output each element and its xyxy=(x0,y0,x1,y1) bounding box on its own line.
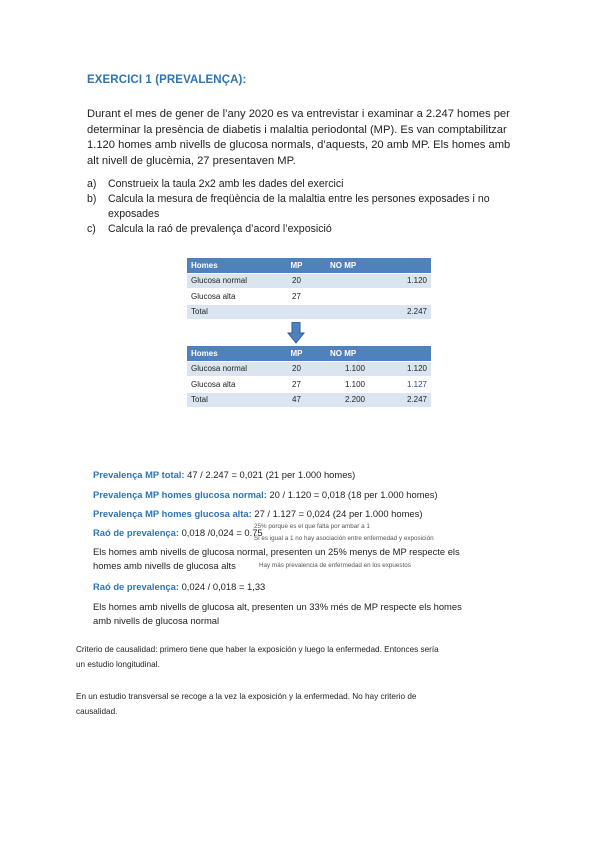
table-row xyxy=(187,273,431,289)
result-value: 0,024 / 0,018 = 1,33 xyxy=(178,581,266,592)
task-item-b xyxy=(87,192,527,222)
note-line: un estudio longitudinal. xyxy=(76,660,160,669)
statement-line: 1.120 homes amb nivells de glucosa normals, d’aquests, 20 amb MP. Els homes amb xyxy=(87,139,511,151)
table-cell: 47 xyxy=(267,392,326,408)
table-cell: 1.127 xyxy=(384,377,431,393)
task-marker: a) xyxy=(87,178,97,190)
note-line: En un estudio transversal se recoge a la vez la exposición y la enfermedad. No hay criterio de xyxy=(76,692,417,701)
table-cell xyxy=(267,304,326,320)
table-cell: 2.247 xyxy=(384,304,431,320)
causality-note xyxy=(76,642,526,672)
handwritten-note: Si es igual a 1 no hay asociación entre enfermedad y exposición xyxy=(254,535,434,542)
exercise-title: EXERCICI 1 (PREVALENÇA): xyxy=(87,74,247,86)
task-marker: b) xyxy=(87,193,97,205)
table-cell: 20 xyxy=(267,361,326,377)
result-total-prevalence xyxy=(93,469,355,480)
result-label: Prevalença MP homes glucosa normal: xyxy=(93,489,267,500)
header-cell: MP xyxy=(267,346,326,361)
table-cell: Total xyxy=(187,304,267,320)
table-cell: Glucosa alta xyxy=(187,377,267,393)
contingency-table-partial xyxy=(187,258,431,320)
header-cell xyxy=(384,346,431,361)
header-cell: Homes xyxy=(187,258,267,273)
explanation-line: Els homes amb nivells de glucosa alt, presenten un 33% més de MP respecte els homes xyxy=(93,601,462,612)
task-item-a xyxy=(87,177,527,192)
statement-line: Durant el mes de gener de l’any 2020 es va entrevistar i examinar a 2.247 homes per xyxy=(87,108,510,120)
table-header-row xyxy=(187,258,431,273)
table-cell: 1.100 xyxy=(326,377,384,393)
table-row xyxy=(187,377,431,393)
explanation-line: Els homes amb nivells de glucosa normal, presenten un 25% menys de MP respecte els xyxy=(93,546,460,557)
table-cell: 27 xyxy=(267,289,326,305)
table-cell: Total xyxy=(187,392,267,408)
result-prevalence-ratio-1 xyxy=(93,527,263,538)
table-header-row xyxy=(187,346,431,361)
header-cell xyxy=(384,258,431,273)
contingency-table-complete xyxy=(187,346,431,408)
table-cell: Glucosa alta xyxy=(187,289,267,305)
header-cell: MP xyxy=(267,258,326,273)
task-text-cont: exposades xyxy=(108,208,160,220)
result-label: Raó de prevalença: xyxy=(93,527,179,538)
statement-line: alt nivell de glucèmia, 27 presentaven MP. xyxy=(87,154,296,167)
task-marker: c) xyxy=(87,223,96,235)
result-label: Prevalença MP homes glucosa alta: xyxy=(93,508,252,519)
header-cell: NO MP xyxy=(326,258,384,273)
table-cell xyxy=(326,273,384,289)
task-text: Construeix la taula 2x2 amb les dades del exercici xyxy=(108,178,344,190)
result-label: Prevalença MP total: xyxy=(93,469,185,480)
result-label: Raó de prevalença: xyxy=(93,581,179,592)
explanation-line: amb nivells de glucosa normal xyxy=(93,615,220,626)
result-high-glucose xyxy=(93,508,422,519)
result-normal-glucose xyxy=(93,489,438,500)
table-cell xyxy=(326,304,384,320)
task-text: Calcula la mesura de freqüència de la malaltia entre les persones exposades i no xyxy=(108,193,490,205)
result-value: 0,018 /0,024 = 0.75 xyxy=(178,527,263,538)
exercise-statement xyxy=(87,107,527,169)
handwritten-note: Hay más prevalencia de enfermedad en los expuestos xyxy=(259,562,411,569)
table-cell: 2.247 xyxy=(384,392,431,408)
table-cell xyxy=(326,289,384,305)
table-cell: 1.120 xyxy=(384,361,431,377)
table-cell: 1.120 xyxy=(384,273,431,289)
header-cell: Homes xyxy=(187,346,267,361)
statement-line: determinar la presència de diabetis i malaltia periodontal (MP). Es van comptabilitzar xyxy=(87,123,507,136)
table-cell: Glucosa normal xyxy=(187,273,267,289)
note-line: Criterio de causalidad: primero tiene que haber la exposición y luego la enfermedad. Entonces sería xyxy=(76,645,439,654)
table-cell: 27 xyxy=(267,377,326,393)
table-cell: 20 xyxy=(267,273,326,289)
handwritten-note: 25% porque es el que falta por ambar a 1 xyxy=(254,523,370,530)
down-arrow-icon xyxy=(287,322,305,344)
result-value: 47 / 2.247 = 0,021 (21 per 1.000 homes) xyxy=(184,469,356,480)
table-row xyxy=(187,361,431,377)
explanation-line: homes amb nivells de glucosa alts xyxy=(93,560,236,571)
header-cell: NO MP xyxy=(326,346,384,361)
table-row xyxy=(187,304,431,320)
task-item-c xyxy=(87,222,527,237)
task-text: Calcula la raó de prevalença d’acord l’exposició xyxy=(108,223,332,235)
task-list xyxy=(87,177,527,237)
note-line: causalidad. xyxy=(76,707,118,716)
result-prevalence-ratio-2 xyxy=(93,581,265,592)
table-cell: Glucosa normal xyxy=(187,361,267,377)
table-cell: 2.200 xyxy=(326,392,384,408)
cross-sectional-note xyxy=(76,689,526,719)
result-explanation-2 xyxy=(93,600,462,628)
table-row xyxy=(187,392,431,408)
result-value: 27 / 1.127 = 0,024 (24 per 1.000 homes) xyxy=(251,508,423,519)
result-value: 20 / 1.120 = 0,018 (18 per 1.000 homes) xyxy=(266,489,438,500)
table-cell xyxy=(384,289,431,305)
table-cell: 1.100 xyxy=(326,361,384,377)
table-row xyxy=(187,289,431,305)
